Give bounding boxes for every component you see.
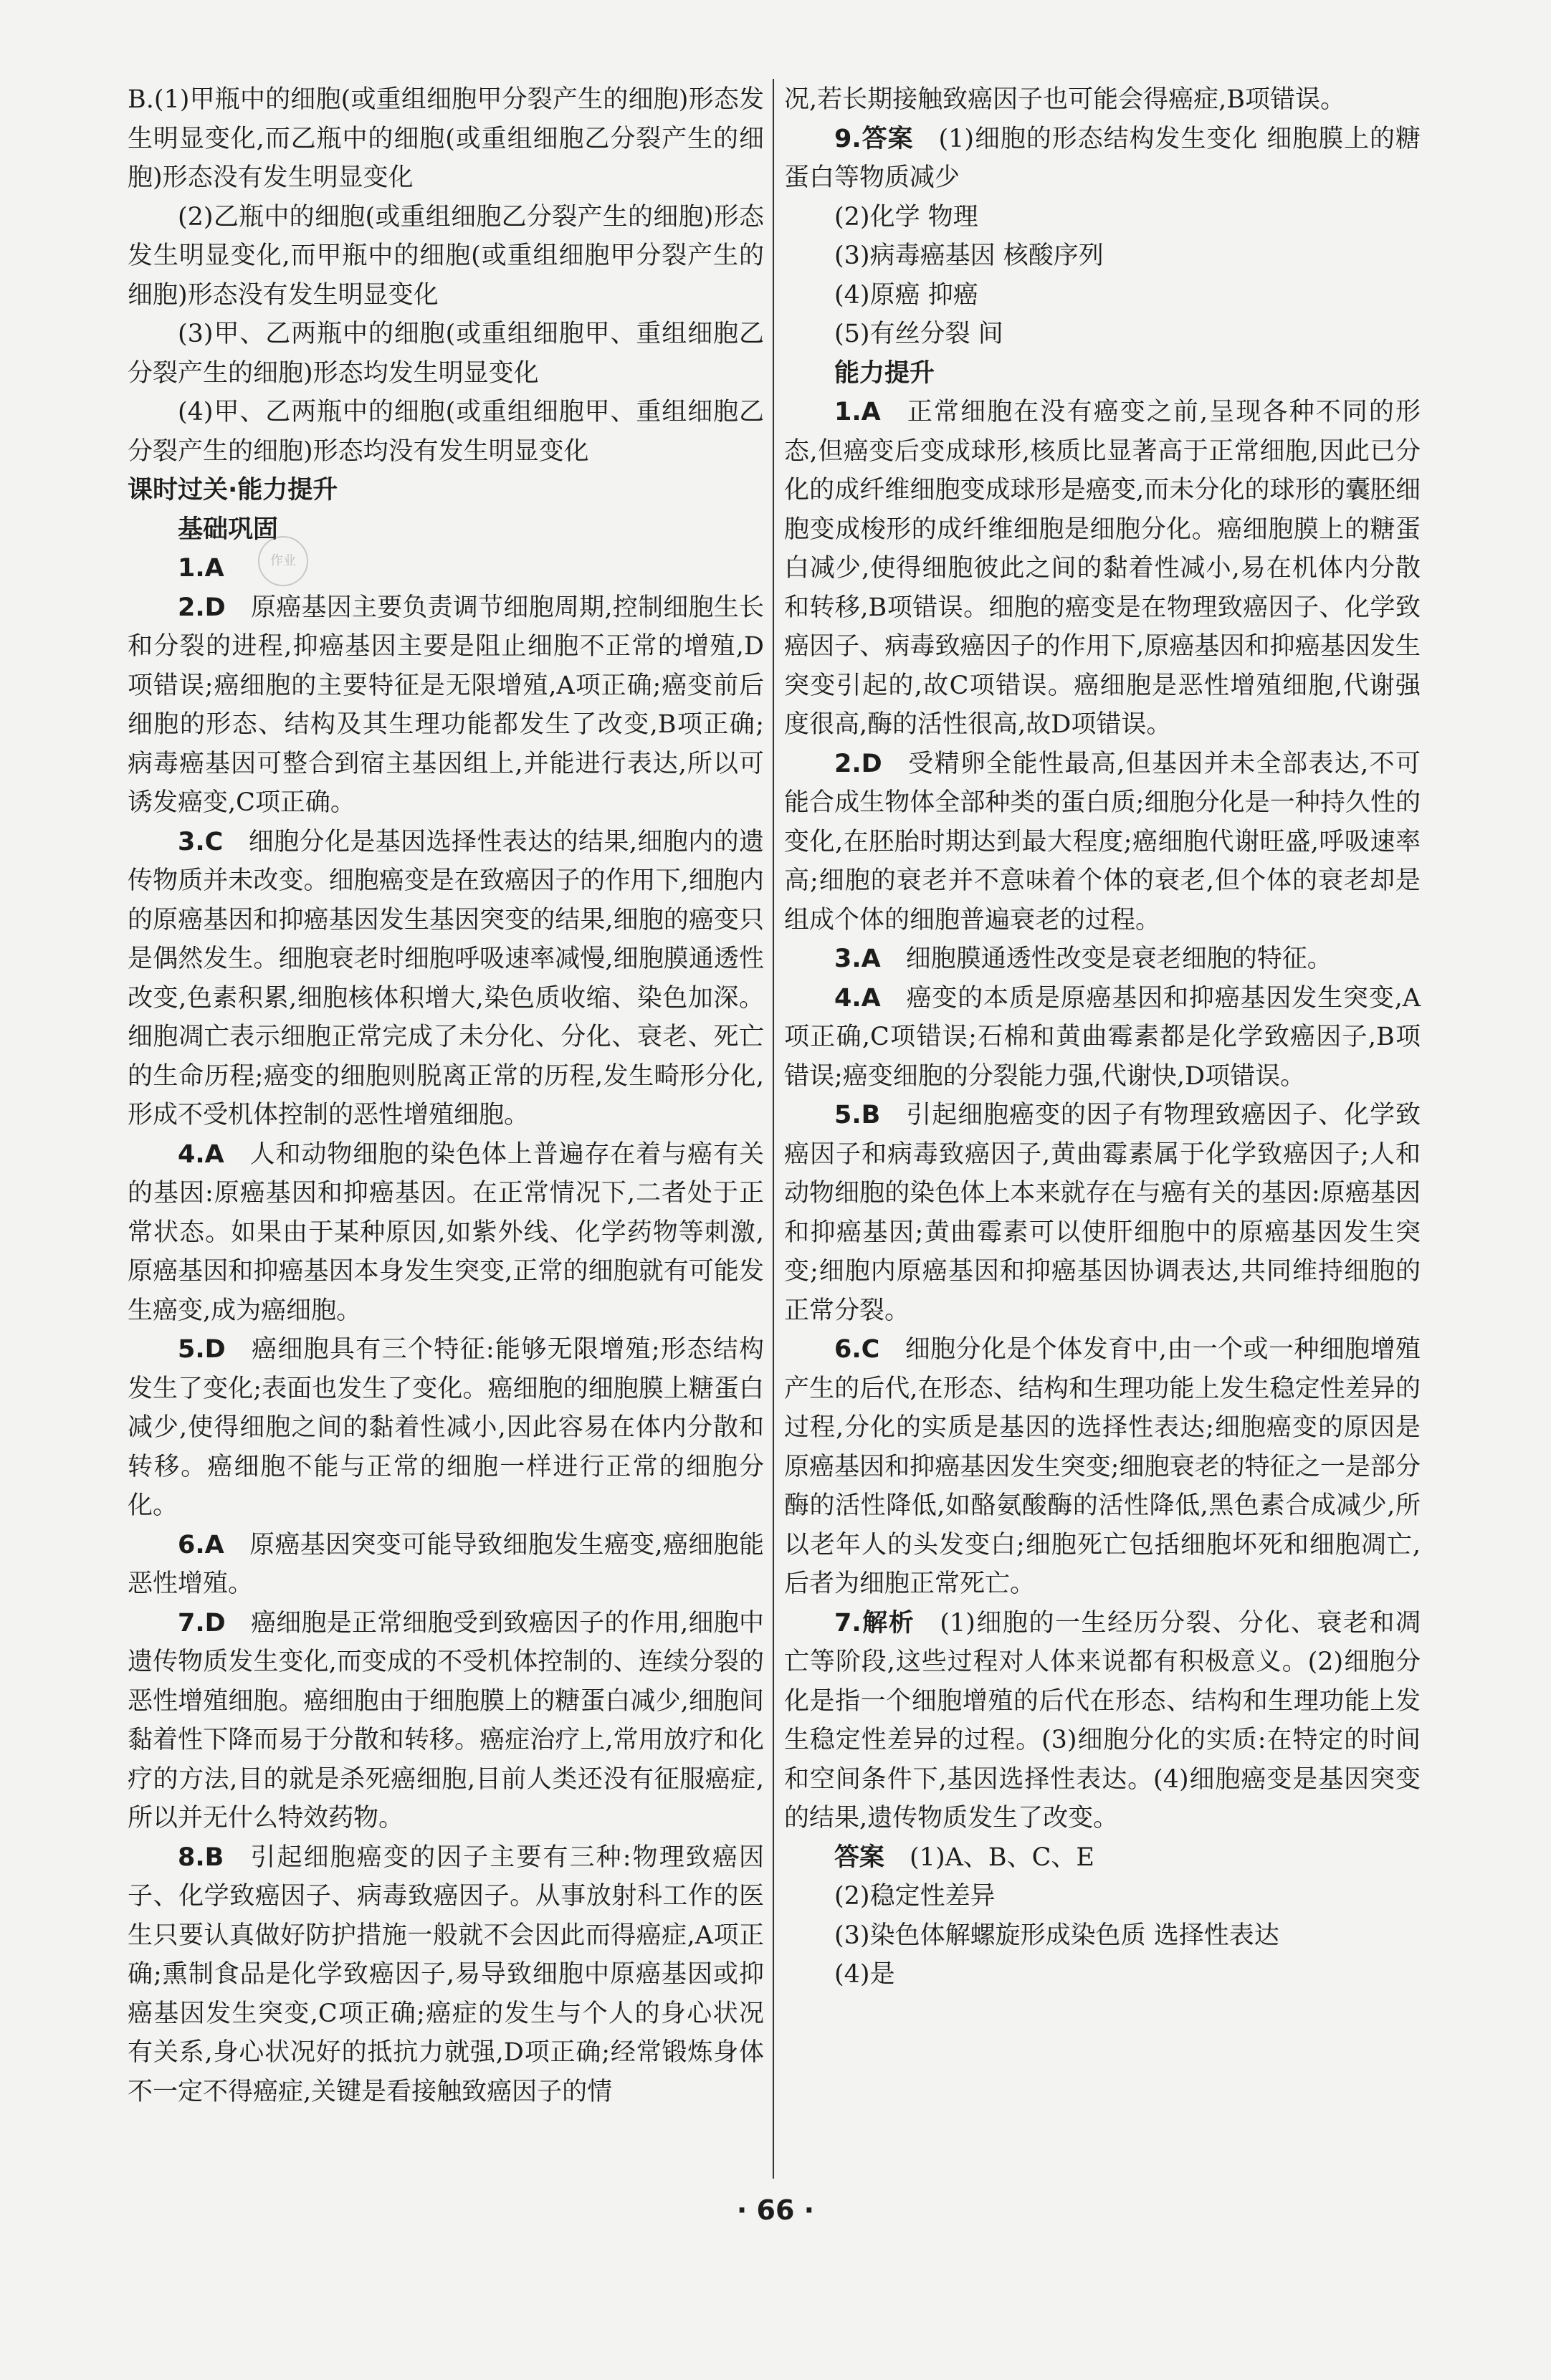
answer-letter: 答案 [861, 124, 914, 153]
question-number: 3. [834, 945, 862, 973]
answer-item [784, 1604, 1421, 1838]
paragraph: (5)有丝分裂 间 [834, 320, 1003, 348]
answer-letter: A [204, 554, 224, 583]
answer-explanation: 受精卵全能性最高,但基因并未全部表达,不可能合成生物体全部种类的蛋白质;细胞分化是一种持久性的变化,在胚胎时期达到最大程度;癌细胞代谢旺盛,呼吸速率高;细胞的衰老并不意味着个体的衰老,但个体的衰老却是组成个体的细胞普遍衰老的过程。 [784, 749, 1421, 935]
paragraph: (3)病毒癌基因 核酸序列 [834, 242, 1104, 270]
answer-item [784, 1838, 1421, 1878]
question-number: 1. [834, 398, 862, 426]
answer-letter: D [204, 1335, 226, 1364]
answer-explanation: 癌细胞具有三个特征:能够无限增殖;形态结构发生了变化;表面也发生了变化。癌细胞的细胞膜上糖蛋白减少,使得细胞之间的黏着性减小,因此容易在体内分散和转移。癌细胞不能与正常的细胞一样进行正常的细胞分化。 [128, 1335, 764, 1520]
question-number: 7. [178, 1608, 205, 1638]
answer-explanation: 引起细胞癌变的因子主要有三种:物理致癌因子、化学致癌因子、病毒致癌因子。从事放射科工作的医生只要认真做好防护措施一般就不会因此而得癌症,A项正确;熏制食品是化学致癌因子,易导致细胞中原癌基因或抑癌基因发生突变,C项正确;癌症的发生与个人的身心状况有关系,身心状况好的抵抗力就强,D项正确;经常锻炼身体不一定不得癌症,关键是看接触致癌因子的情 [128, 1843, 764, 2106]
answer-item [784, 393, 1421, 745]
answer-explanation: 原癌基因主要负责调节细胞周期,控制细胞生长和分裂的进程,抑癌基因主要是阻止细胞不正常的增殖,D项错误;癌细胞的主要特征是无限增殖,A项正确;癌变前后细胞的形态、结构及其生理功能都发生了改变,B项正确;病毒癌基因可整合到宿主基因组上,并能进行表达,所以可诱发癌变,C项正确。 [128, 593, 764, 817]
answer-explanation: 细胞膜通透性改变是衰老细胞的特征。 [905, 945, 1332, 973]
watermark-stamp: 作业 [258, 536, 308, 586]
answer-explanation: 癌变的本质是原癌基因和抑癌基因发生突变,A项正确,C项错误;石棉和黄曲霉素都是化学致癌因子,B项错误;癌变细胞的分裂能力强,代谢快,D项错误。 [784, 983, 1421, 1091]
column-divider [773, 79, 774, 2179]
answer-item [784, 979, 1421, 1096]
answer-letter: 解析 [861, 1608, 915, 1638]
question-number: 5. [834, 1101, 862, 1129]
paragraph: B.(1)甲瓶中的细胞(或重组细胞甲分裂产生的细胞)形态发生明显变化,而乙瓶中的细胞(或重组细胞乙分裂产生的细胞)形态没有发生明显变化 [128, 85, 764, 192]
answer-item [128, 1330, 764, 1526]
paragraph: (2)稳定性差异 [834, 1882, 996, 1911]
question-number: 4. [834, 983, 862, 1013]
answer-explanation: 人和动物细胞的染色体上普遍存在着与癌有关的基因:原癌基因和抑癌基因。在正常情况下,二者处于正常状态。如果由于某种原因,如紫外线、化学药物等刺激,原癌基因和抑癌基因本身发生突变,正常的细胞就有可能发生癌变,成为癌细胞。 [128, 1139, 764, 1325]
answer-item [128, 588, 764, 823]
answer-explanation: 癌细胞是正常细胞受到致癌因子的作用,细胞中遗传物质发生变化,而变成的不受机体控制的、连续分裂的恶性增殖细胞。癌细胞由于细胞膜上的糖蛋白减少,细胞间黏着性下降而易于分散和转移。癌症治疗上,常用放疗和化疗的方法,目的就是杀死癌细胞,目前人类还没有征服癌症,所以并无什么特效药物。 [128, 1608, 764, 1832]
answer-item [128, 549, 764, 588]
answer-letter: D [861, 749, 882, 778]
answer-explanation: 细胞分化是基因选择性表达的结果,细胞内的遗传物质并未改变。细胞癌变是在致癌因子的作用下,细胞内的原癌基因和抑癌基因发生基因突变的结果,细胞的癌变只是偶然发生。细胞衰老时细胞呼吸速率减慢,细胞膜通透性改变,色素积累,细胞核体积增大,染色质收缩、染色加深。细胞凋亡表示细胞正常完成了未分化、分化、衰老、死亡的生命历程;癌变的细胞则脱离正常的历程,发生畸形分化,形成不受机体控制的恶性增殖细胞。 [128, 827, 764, 1129]
answer-explanation: 细胞分化是个体发育中,由一个或一种细胞增殖产生的后代,在形态、结构和生理功能上发生稳定性差异的过程,分化的实质是基因的选择性表达;细胞癌变的原因是原癌基因和抑癌基因发生突变;细胞衰老的特征之一是部分酶的活性降低,如酪氨酸酶的活性降低,黑色素合成减少,所以老年人的头发变白;细胞死亡包括细胞坏死和细胞凋亡,后者为细胞正常死亡。 [784, 1335, 1421, 1598]
answer-item [784, 1096, 1421, 1330]
answer-explanation: 引起细胞癌变的因子有物理致癌因子、化学致癌因子和病毒致癌因子,黄曲霉素属于化学致癌因子;人和动物细胞的染色体上本来就存在与癌有关的基因:原癌基因和抑癌基因;黄曲霉素可以使肝细胞中的原癌基因发生突变;细胞内原癌基因和抑癌基因协调表达,共同维持细胞的正常分裂。 [784, 1101, 1421, 1325]
answer-explanation: (1)细胞的一生经历分裂、分化、衰老和凋亡等阶段,这些过程对人体来说都有积极意义。(2)细胞分化是指一个细胞增殖的后代在形态、结构和生理功能上发生稳定性差异的过程。(3)细胞分化的实质:在特定的时间和空间条件下,基因选择性表达。(4)细胞癌变是基因突变的结果,遗传物质发生了改变。 [784, 1608, 1421, 1832]
answer-letter: B [204, 1843, 224, 1872]
question-number: 8. [178, 1843, 205, 1872]
answer-letter: D [204, 593, 226, 622]
answer-item [784, 940, 1421, 979]
paragraph: (4)甲、乙两瓶中的细胞(或重组细胞甲、重组细胞乙分裂产生的细胞)形态均没有发生明显变化 [128, 398, 764, 466]
answer-letter: A [204, 1139, 224, 1169]
question-number: 5. [178, 1335, 205, 1364]
answer-letter: B [861, 1101, 881, 1129]
paragraph: (3)甲、乙两瓶中的细胞(或重组细胞甲、重组细胞乙分裂产生的细胞)形态均发生明显变化 [128, 320, 764, 388]
answer-item [128, 1604, 764, 1838]
answer-letter: C [861, 1335, 880, 1364]
answer-letter: A [861, 398, 881, 426]
paragraph: (3)染色体解螺旋形成染色质 选择性表达 [834, 1921, 1279, 1950]
question-number: 3. [178, 827, 205, 856]
answer-explanation: (1)A、B、C、E [910, 1843, 1094, 1872]
page-number: · 66 · [736, 2194, 815, 2226]
answer-letter: A [861, 945, 881, 973]
question-number: 6. [834, 1335, 862, 1364]
answer-letter: C [204, 827, 224, 856]
question-number: 2. [178, 593, 205, 622]
answer-letter: D [204, 1608, 226, 1638]
question-number: 7. [834, 1608, 862, 1638]
question-number: 6. [178, 1530, 205, 1559]
answer-item [128, 1135, 764, 1331]
answer-letter: A [204, 1530, 224, 1559]
answer-letter: A [861, 983, 881, 1013]
paragraph: (2)化学 物理 [834, 202, 978, 231]
question-number: 4. [178, 1139, 205, 1169]
answer-item [128, 1838, 764, 2112]
section-heading: 基础巩固 [178, 515, 279, 544]
answer-item [784, 745, 1421, 940]
left-column [128, 80, 764, 2111]
answer-letter: 答案 [834, 1843, 885, 1872]
question-number: 9. [834, 124, 862, 153]
answer-explanation: (1)细胞的形态结构发生变化 细胞膜上的糖蛋白等物质减少 [784, 124, 1421, 192]
paragraph: 况,若长期接触致癌因子也可能会得癌症,B项错误。 [784, 85, 1345, 114]
answer-item [128, 823, 764, 1135]
section-heading: 能力提升 [834, 358, 935, 388]
question-number: 1. [178, 554, 205, 583]
right-column [784, 80, 1421, 1994]
answer-item [784, 120, 1421, 198]
answer-explanation: 原癌基因突变可能导致细胞发生癌变,癌细胞能恶性增殖。 [128, 1530, 764, 1598]
answer-item [784, 1330, 1421, 1604]
section-heading: 课时过关·能力提升 [128, 476, 338, 505]
paragraph: (4)原癌 抑癌 [834, 280, 978, 310]
answer-item [128, 1526, 764, 1604]
question-number: 2. [834, 749, 862, 778]
paragraph: (4)是 [834, 1960, 895, 1989]
answer-explanation: 正常细胞在没有癌变之前,呈现各种不同的形态,但癌变后变成球形,核质比显著高于正常细胞,因此已分化的成纤维细胞变成球形是癌变,而未分化的球形的囊胚细胞变成梭形的成纤维细胞是细胞分化。癌细胞膜上的糖蛋白减少,使得细胞彼此之间的黏着性减小,易在机体内分散和转移,B项错误。细胞的癌变是在物理致癌因子、化学致癌因子、病毒致癌因子的作用下,原癌基因和抑癌基因发生突变引起的,故C项错误。癌细胞是恶性增殖细胞,代谢强度很高,酶的活性很高,故D项错误。 [784, 398, 1421, 739]
paragraph: (2)乙瓶中的细胞(或重组细胞乙分裂产生的细胞)形态发生明显变化,而甲瓶中的细胞(或重组细胞甲分裂产生的细胞)形态没有发生明显变化 [128, 202, 764, 310]
